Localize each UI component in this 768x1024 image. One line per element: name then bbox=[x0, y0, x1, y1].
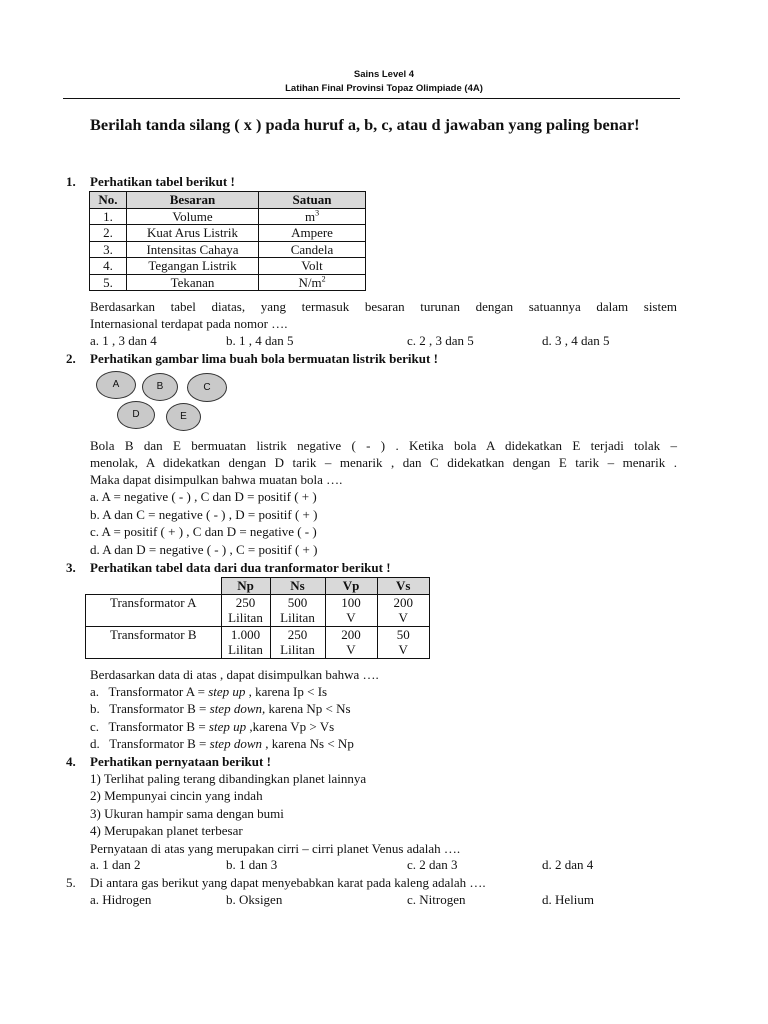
header-title: Latihan Final Provinsi Topaz Olimpiade (4A) bbox=[285, 83, 483, 94]
q3-cell-vs bbox=[377, 594, 430, 626]
q2-stem-line2: menolak, A didekatkan dengan D tarik – menarik , dan C didekatkan dengan E tarik – menarik . bbox=[90, 455, 677, 470]
q1-cell-satuan-exponent: 2 bbox=[321, 274, 326, 284]
q3-option-a[interactable] bbox=[90, 684, 327, 700]
ball-b: B bbox=[142, 373, 178, 401]
q1-cell-satuan-text: N/m bbox=[298, 274, 322, 290]
q1-cell-satuan-text: Ampere bbox=[291, 225, 333, 240]
q1-number: 1. bbox=[66, 174, 76, 189]
q3-cell-vp-unit: V bbox=[346, 642, 356, 657]
q3-option-suffix: , karena Ip < Is bbox=[245, 684, 328, 699]
q3-col-vs: Vs bbox=[377, 578, 430, 595]
q3-stem: Berdasarkan data di atas , dapat disimpulkan bahwa …. bbox=[90, 667, 379, 682]
q3-col-vp: Vp bbox=[325, 578, 377, 595]
q3-cell-vp-unit: V bbox=[346, 610, 356, 625]
q1-table-row bbox=[90, 208, 366, 225]
q3-cell-ns-unit: Lilitan bbox=[280, 642, 315, 657]
q1-cell-satuan-text: m bbox=[304, 208, 316, 224]
q1-col-satuan: Satuan bbox=[259, 192, 366, 209]
q3-col-ns: Ns bbox=[270, 578, 325, 595]
q3-table-row bbox=[86, 594, 430, 626]
q2-option-b[interactable]: b. A dan C = negative ( - ) , D = positif ( + ) bbox=[90, 507, 318, 522]
q1-table bbox=[89, 191, 366, 291]
q1-cell-satuan bbox=[259, 225, 366, 242]
q1-col-no: No. bbox=[90, 192, 127, 209]
q3-option-prefix: a. Transformator A = bbox=[90, 684, 209, 699]
q1-prompt: Perhatikan tabel berikut ! bbox=[90, 174, 235, 189]
q3-cell-np-value: 1.000 bbox=[230, 626, 261, 642]
q4-statement-2: 2) Mempunyai cincin yang indah bbox=[90, 788, 263, 803]
q3-table-row bbox=[86, 626, 430, 658]
q2-number: 2. bbox=[66, 351, 76, 366]
q1-cell-no: 3. bbox=[90, 241, 127, 258]
q4-option-c[interactable]: c. 2 dan 3 bbox=[407, 857, 458, 872]
q1-cell-satuan bbox=[259, 241, 366, 258]
q5-stem: Di antara gas berikut yang dapat menyebabkan karat pada kaleng adalah …. bbox=[90, 875, 486, 890]
q1-cell-satuan-text: Volt bbox=[301, 258, 323, 273]
q1-col-besaran: Besaran bbox=[127, 192, 259, 209]
q3-cell-label: Transformator B bbox=[86, 626, 222, 658]
q3-cell-vs-unit: V bbox=[398, 610, 408, 625]
q3-option-b[interactable] bbox=[90, 701, 351, 717]
q4-number: 4. bbox=[66, 754, 76, 769]
q3-cell-vs bbox=[377, 626, 430, 658]
q3-option-term: step down, bbox=[209, 701, 266, 716]
q4-option-d[interactable]: d. 2 dan 4 bbox=[542, 857, 594, 872]
q4-option-b[interactable]: b. 1 dan 3 bbox=[226, 857, 278, 872]
q3-cell-vp bbox=[325, 594, 377, 626]
q1-option-c[interactable]: c. 2 , 3 dan 5 bbox=[407, 333, 474, 348]
q1-cell-no: 1. bbox=[90, 208, 127, 225]
q3-cell-vs-value: 200 bbox=[393, 594, 413, 610]
q4-statement-4: 4) Merupakan planet terbesar bbox=[90, 823, 243, 838]
q3-cell-np bbox=[221, 594, 270, 626]
q3-cell-label: Transformator A bbox=[86, 594, 222, 626]
q2-option-a[interactable]: a. A = negative ( - ) , C dan D = positif ( + ) bbox=[90, 489, 317, 504]
q1-cell-besaran: Intensitas Cahaya bbox=[127, 241, 259, 258]
q3-cell-vs-unit: V bbox=[398, 642, 408, 657]
q3-cell-vp bbox=[325, 626, 377, 658]
q1-cell-no: 5. bbox=[90, 274, 127, 291]
q1-option-d[interactable]: d. 3 , 4 dan 5 bbox=[542, 333, 610, 348]
q5-option-b[interactable]: b. Oksigen bbox=[226, 892, 283, 907]
q1-table-row bbox=[90, 241, 366, 258]
q1-cell-satuan bbox=[259, 208, 366, 225]
ball-c: C bbox=[187, 373, 227, 402]
q4-stem: Pernyataan di atas yang merupakan cirri – cirri planet Venus adalah …. bbox=[90, 841, 461, 856]
q3-number: 3. bbox=[66, 560, 76, 575]
q4-option-a[interactable]: a. 1 dan 2 bbox=[90, 857, 141, 872]
q1-table-row bbox=[90, 258, 366, 275]
q2-stem-line1: Bola B dan E bermuatan listrik negative ( - ) . Ketika bola A didekatkan E terjadi tolak – bbox=[90, 438, 677, 453]
q2-stem-line3: Maka dapat disimpulkan bahwa muatan bola …. bbox=[90, 472, 343, 487]
q1-cell-besaran: Tekanan bbox=[127, 274, 259, 291]
q1-cell-besaran: Volume bbox=[127, 208, 259, 225]
q3-option-suffix: , karena Ns < Np bbox=[262, 736, 354, 751]
q3-cell-vs-value: 50 bbox=[396, 626, 410, 642]
q1-option-a[interactable]: a. 1 , 3 dan 4 bbox=[90, 333, 157, 348]
q3-cell-ns-value: 250 bbox=[287, 626, 308, 642]
q3-cell-ns-value: 500 bbox=[287, 594, 308, 610]
q3-cell-np-value: 250 bbox=[235, 594, 256, 610]
q3-option-prefix: c. Transformator B = bbox=[90, 719, 209, 734]
q3-option-prefix: b. Transformator B = bbox=[90, 701, 210, 716]
q3-option-term: step up bbox=[208, 719, 247, 734]
q3-cell-np bbox=[221, 626, 270, 658]
q3-col-np: Np bbox=[221, 578, 270, 595]
q1-cell-satuan bbox=[259, 258, 366, 275]
q2-option-c[interactable]: c. A = positif ( + ) , C dan D = negative ( - ) bbox=[90, 524, 317, 539]
q1-table-row bbox=[90, 225, 366, 242]
q1-cell-besaran: Kuat Arus Listrik bbox=[127, 225, 259, 242]
q3-option-term: step up bbox=[208, 684, 246, 699]
q1-cell-no: 2. bbox=[90, 225, 127, 242]
q3-cell-vp-value: 200 bbox=[341, 626, 361, 642]
q4-statement-3: 3) Ukuran hampir sama dengan bumi bbox=[90, 806, 284, 821]
ball-e: E bbox=[166, 403, 201, 431]
q5-option-a[interactable]: a. Hidrogen bbox=[90, 892, 152, 907]
q3-cell-np-unit: Lilitan bbox=[228, 642, 263, 657]
q3-option-prefix: d. Transformator B = bbox=[90, 736, 210, 751]
q2-option-d[interactable]: d. A dan D = negative ( - ) , C = positif ( + ) bbox=[90, 542, 318, 557]
q1-option-b[interactable]: b. 1 , 4 dan 5 bbox=[226, 333, 294, 348]
q3-table bbox=[85, 577, 430, 659]
q3-option-suffix: karena Np < Ns bbox=[265, 701, 351, 716]
q2-prompt: Perhatikan gambar lima buah bola bermuatan listrik berikut ! bbox=[90, 351, 438, 366]
q4-statement-1: 1) Terlihat paling terang dibandingkan planet lainnya bbox=[90, 771, 367, 786]
q1-cell-satuan-exponent: 3 bbox=[315, 208, 320, 218]
q3-cell-vp-value: 100 bbox=[341, 594, 361, 610]
q3-cell-ns-unit: Lilitan bbox=[280, 610, 315, 625]
q5-number: 5. bbox=[66, 875, 76, 890]
q1-table-row bbox=[90, 274, 366, 291]
q1-cell-satuan bbox=[259, 274, 366, 291]
ball-a: A bbox=[96, 371, 136, 399]
q3-option-suffix: ,karena Vp > Vs bbox=[246, 719, 335, 734]
q1-cell-no: 4. bbox=[90, 258, 127, 275]
q3-prompt: Perhatikan tabel data dari dua tranformator berikut ! bbox=[90, 560, 391, 575]
q3-option-term: step down bbox=[209, 736, 263, 751]
q3-option-d[interactable] bbox=[90, 736, 354, 752]
header-divider bbox=[63, 98, 680, 99]
q1-cell-satuan-text: Candela bbox=[290, 241, 334, 257]
q3-cell-np-unit: Lilitan bbox=[228, 610, 263, 625]
q3-col-empty bbox=[86, 578, 222, 595]
ball-d: D bbox=[117, 401, 155, 429]
q1-stem-line2: Internasional terdapat pada nomor …. bbox=[90, 316, 288, 331]
q1-stem-line1: Berdasarkan tabel diatas, yang termasuk besaran turunan dengan satuannya dalam sistem bbox=[90, 299, 677, 314]
q3-cell-ns bbox=[270, 594, 325, 626]
q4-prompt: Perhatikan pernyataan berikut ! bbox=[90, 754, 271, 769]
q3-cell-ns bbox=[270, 626, 325, 658]
q5-option-c[interactable]: c. Nitrogen bbox=[407, 892, 466, 907]
q3-option-c[interactable] bbox=[90, 719, 334, 735]
header-subject: Sains Level 4 bbox=[353, 69, 415, 80]
q5-option-d[interactable]: d. Helium bbox=[542, 892, 594, 907]
instruction: Berilah tanda silang ( x ) pada huruf a, b, c, atau d jawaban yang paling benar! bbox=[90, 115, 640, 134]
q1-cell-besaran: Tegangan Listrik bbox=[127, 258, 259, 275]
